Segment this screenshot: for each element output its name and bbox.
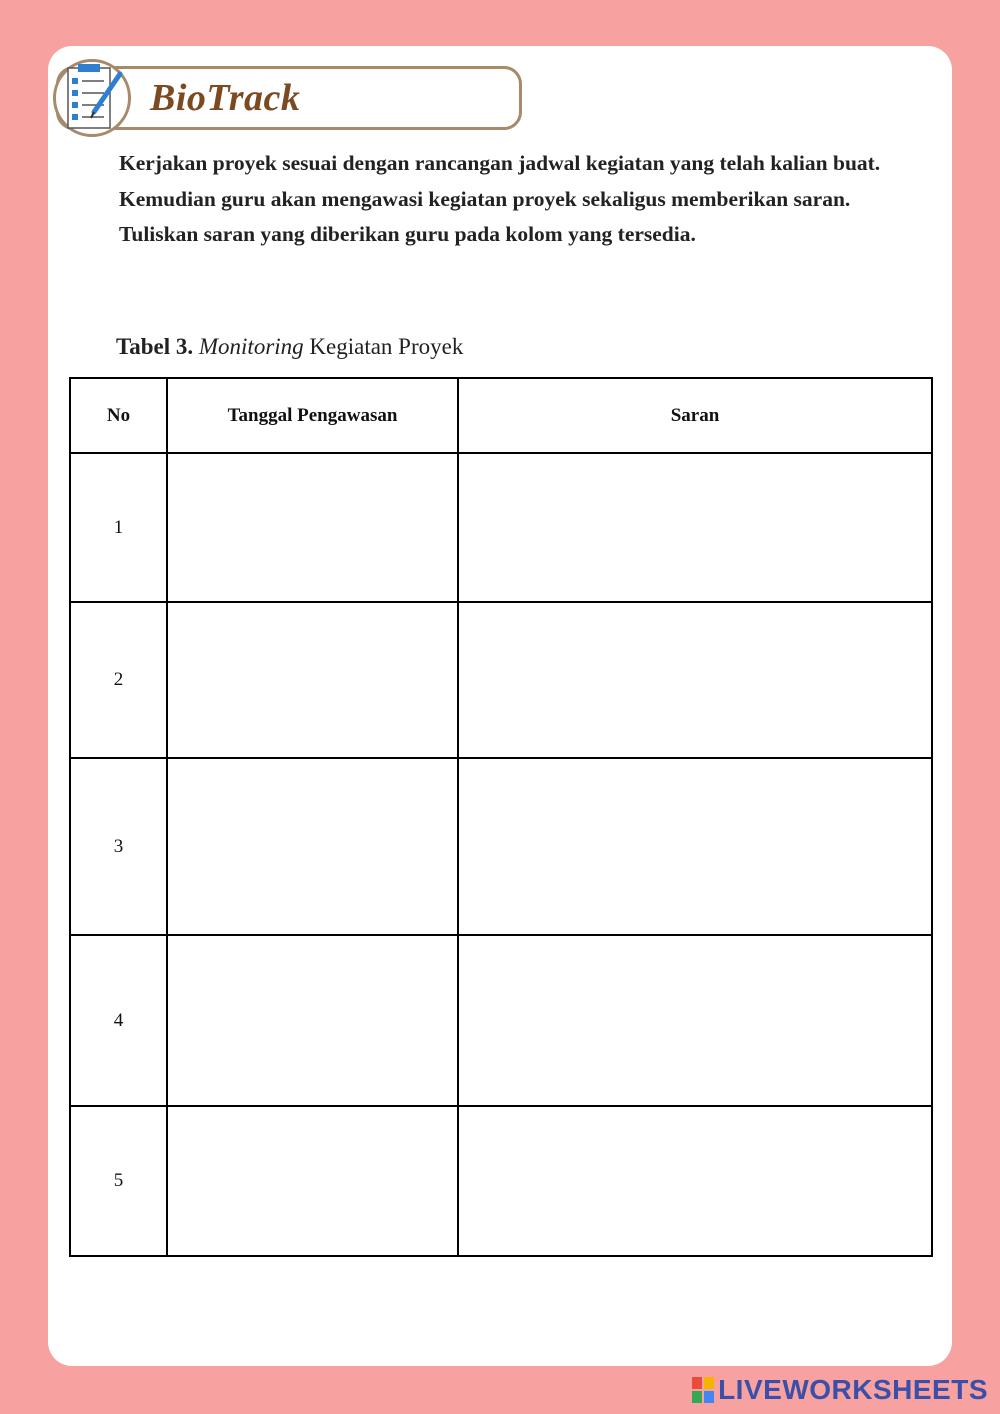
- checklist-pencil-icon: [60, 62, 126, 134]
- instructions-text: Kerjakan proyek sesuai dengan rancangan jadwal kegiatan yang telah kalian buat. Kemudian guru akan mengawasi kegiatan proyek sekaligus memberikan saran. Tuliskan saran yang diberikan guru pada kolom yang tersedia.: [119, 151, 881, 246]
- header-saran: Saran: [458, 378, 932, 453]
- saran-cell[interactable]: [458, 758, 932, 935]
- saran-cell[interactable]: [458, 602, 932, 758]
- header-tanggal: Tanggal Pengawasan: [167, 378, 458, 453]
- row-number: 1: [70, 453, 167, 602]
- row-number: 4: [70, 935, 167, 1106]
- row-number: 2: [70, 602, 167, 758]
- table-header-row: [70, 378, 932, 453]
- row-number: 3: [70, 758, 167, 935]
- saran-cell[interactable]: [458, 935, 932, 1106]
- tanggal-cell[interactable]: [167, 1106, 458, 1256]
- table-row: [70, 758, 932, 935]
- table-row: [70, 602, 932, 758]
- table-row: [70, 935, 932, 1106]
- caption-rest: Kegiatan Proyek: [303, 334, 464, 359]
- liveworksheets-logo[interactable]: [692, 1374, 988, 1406]
- caption-label: Tabel 3.: [116, 334, 194, 359]
- table-row: [70, 453, 932, 602]
- brand-text: LIVEWORKSHEETS: [718, 1374, 988, 1405]
- saran-cell[interactable]: [458, 453, 932, 602]
- saran-cell[interactable]: [458, 1106, 932, 1256]
- monitoring-table: [69, 377, 933, 1257]
- tanggal-cell[interactable]: [167, 453, 458, 602]
- header-no: No: [70, 378, 167, 453]
- tanggal-cell[interactable]: [167, 935, 458, 1106]
- caption-italic: Monitoring: [198, 334, 304, 359]
- table-caption: [116, 334, 463, 360]
- table-row: [70, 1106, 932, 1256]
- tanggal-cell[interactable]: [167, 758, 458, 935]
- liveworksheets-icon: [692, 1377, 714, 1403]
- row-number: 5: [70, 1106, 167, 1256]
- page-title: BioTrack: [150, 77, 301, 119]
- tanggal-cell[interactable]: [167, 602, 458, 758]
